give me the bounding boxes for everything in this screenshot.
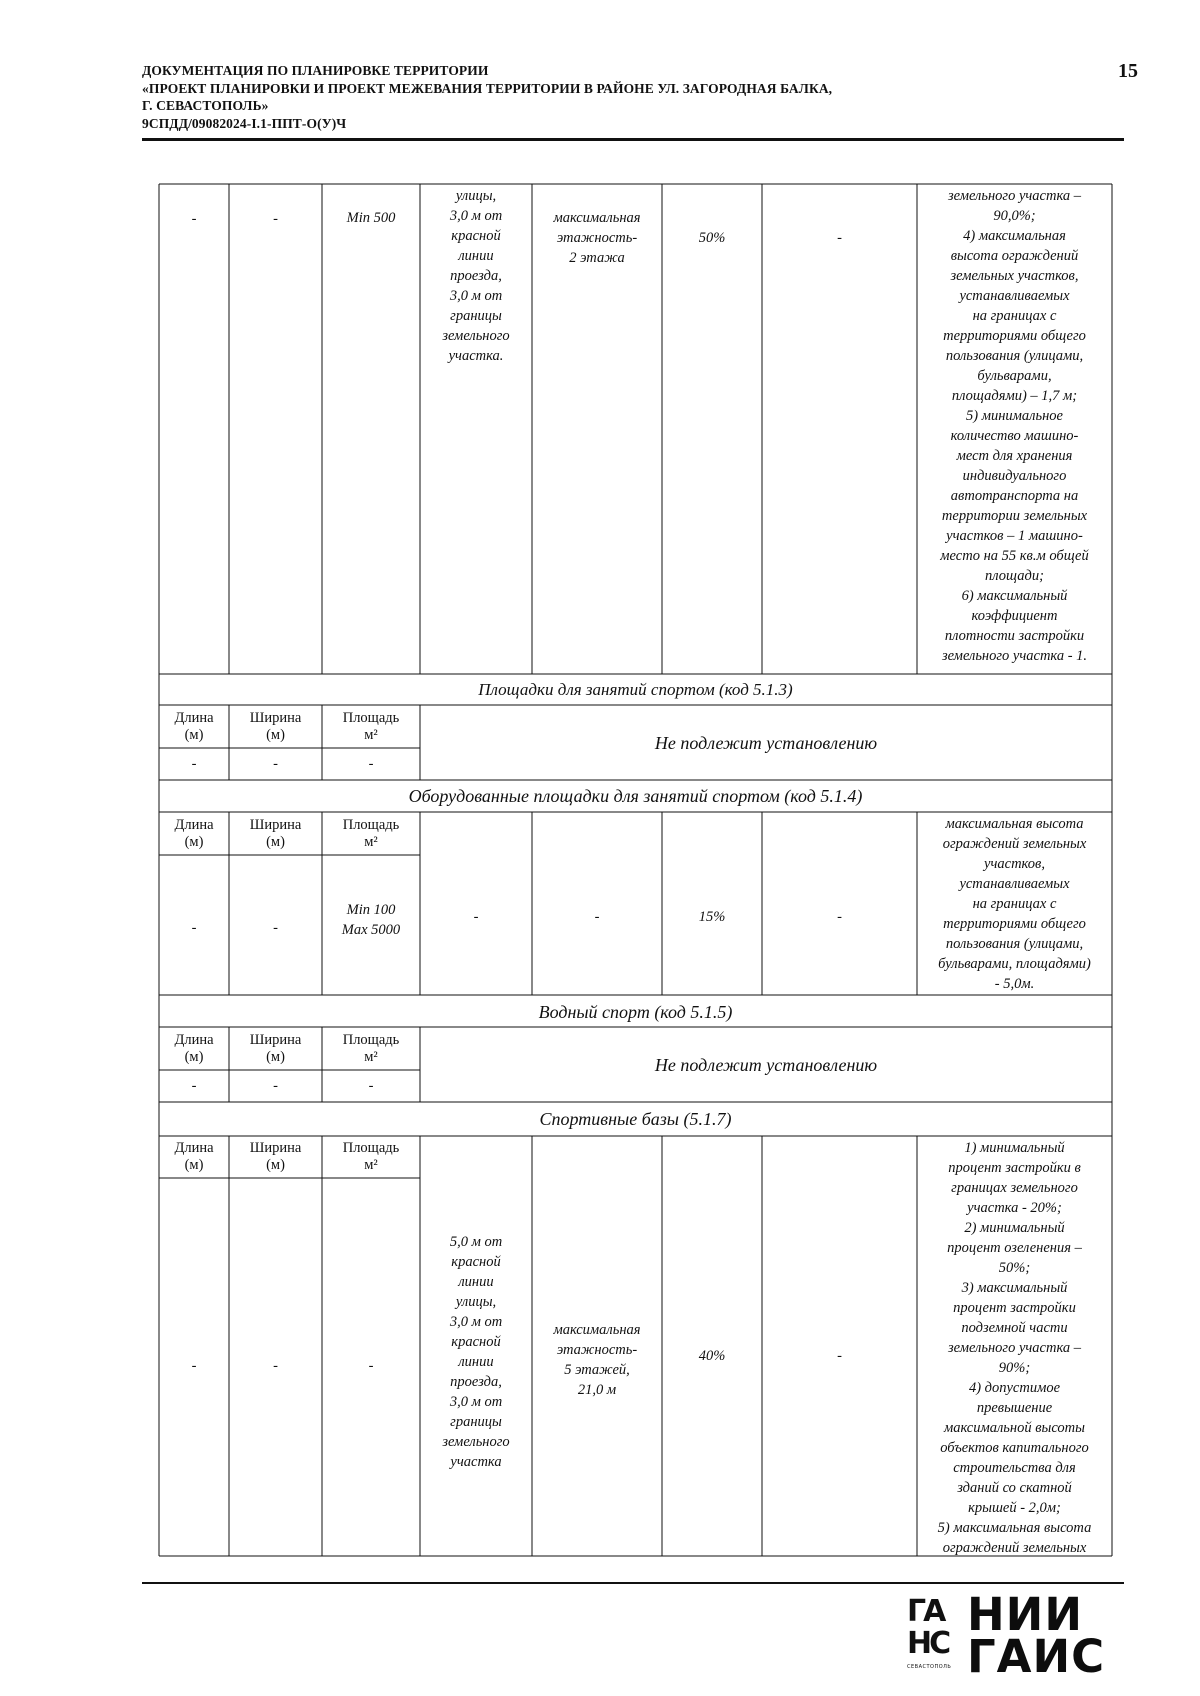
cell-line: земельных участков, <box>950 268 1079 284</box>
logo-mark-caption: СЕВАСТОПОЛЬ <box>907 1664 952 1670</box>
cell-line: количество машино- <box>950 428 1079 444</box>
col-width-514: Ширина (м) <box>249 817 302 850</box>
col-width-517: Ширина (м) <box>249 1140 302 1173</box>
cell-line: процент застройки в <box>948 1160 1081 1176</box>
cell-line: земельного участка - 1. <box>941 648 1088 664</box>
cell-line: территории земельных <box>941 508 1088 524</box>
cell-line: 2 этажа <box>569 250 625 266</box>
cell-line: участка. <box>448 348 504 364</box>
cell-line: высота ограждений <box>950 248 1079 264</box>
cell-line: проезда, <box>450 268 502 284</box>
cell-line: площади; <box>985 568 1044 584</box>
cell-line: мест для хранения <box>956 448 1073 464</box>
cell-line: территориями общего <box>943 916 1086 932</box>
cell-line: проезда, <box>450 1374 502 1390</box>
row1-last-dash: - <box>837 230 842 246</box>
cell-line: устанавливаемых <box>959 288 1070 304</box>
dash-513-width: - <box>273 756 278 772</box>
cell-line: Min 100 <box>346 902 396 918</box>
dash-514-last: - <box>837 909 842 925</box>
col-area-515: Площадь м² <box>342 1032 400 1065</box>
document-code: 9СПДД/09082024-I.1-ППТ-О(У)Ч <box>142 115 347 131</box>
cell-line: 3,0 м от <box>449 288 503 304</box>
cell-line: индивидуального <box>962 468 1067 484</box>
cell-line: максимальная <box>553 1322 641 1338</box>
cell-line: ограждений земельных <box>942 1540 1087 1556</box>
col-length-517: Длина (м) <box>174 1140 214 1173</box>
col-width-513: Ширина (м) <box>249 710 302 743</box>
cell-line: 5) максимальная высота <box>937 1520 1092 1536</box>
cell-line: 3,0 м от <box>449 208 503 224</box>
cell-line: на границах с <box>972 896 1057 912</box>
header-line-2: «ПРОЕКТ ПЛАНИРОВКИ И ПРОЕКТ МЕЖЕВАНИЯ ТЕРРИТОРИИ В РАЙОНЕ УЛ. ЗАГОРОДНАЯ БАЛКА, <box>142 80 833 96</box>
col-area-517: Площадь м² <box>342 1140 400 1173</box>
cell-line: 3,0 м от <box>449 1314 503 1330</box>
cell-line: земельного <box>442 1434 510 1450</box>
cell-line: улицы, <box>455 188 497 204</box>
section-title-515: Водный спорт (код 5.1.5) <box>538 1002 733 1022</box>
cell-line: земельного участка – <box>947 188 1081 204</box>
cell-line: максимальная высота <box>945 816 1084 832</box>
section-title-513: Площадки для занятий спортом (код 5.1.3) <box>478 680 793 699</box>
logo-mark <box>907 1596 961 1676</box>
cell-line: зданий со скатной <box>957 1480 1072 1496</box>
dash-517-area: - <box>368 1358 374 1374</box>
not-applicable-515: Не подлежит установлению <box>654 1055 878 1075</box>
cell-line: превышение <box>976 1400 1053 1416</box>
dash-513-area: - <box>368 756 374 772</box>
cell-line: 4) допустимое <box>968 1380 1061 1396</box>
cell-line: коэффициент <box>971 608 1058 624</box>
cell-line: процент озеленения – <box>947 1240 1082 1256</box>
dash-515-width: - <box>273 1078 278 1094</box>
cell-line: Max 5000 <box>341 922 401 938</box>
cell-line: бульварами, площадями) <box>938 956 1091 972</box>
logo-text-gais: ГАИС <box>967 1630 1106 1683</box>
header-line-1: ДОКУМЕНТАЦИЯ ПО ПЛАНИРОВКЕ ТЕРРИТОРИИ <box>142 63 489 78</box>
row1-notes <box>917 186 1112 666</box>
cell-line: земельного <box>442 328 510 344</box>
cell-line: границах земельного <box>951 1180 1078 1196</box>
cell-line: границы <box>450 1414 502 1430</box>
cell-line: линии <box>458 248 494 264</box>
cell-line: красной <box>451 1334 501 1350</box>
cell-line: 5) минимальное <box>966 408 1063 424</box>
cell-line: 3,0 м от <box>449 1394 503 1410</box>
cell-line: бульварами, <box>977 368 1052 384</box>
logo-text-nii: НИИ <box>967 1588 1083 1641</box>
cell-line: строительства для <box>953 1460 1076 1476</box>
percent-514: 15% <box>698 909 726 925</box>
cell-line: на границах с <box>972 308 1057 324</box>
not-applicable-513: Не подлежит установлению <box>654 733 878 753</box>
logo-mark-top: ГА <box>907 1594 944 1629</box>
cell-line: 6) максимальный <box>961 588 1068 604</box>
dash-514-width: - <box>273 920 278 936</box>
col-length-514: Длина (м) <box>174 817 214 850</box>
section-title-514: Оборудованные площадки для занятий спортом (код 5.1.4) <box>408 786 863 806</box>
cell-line: 90,0%; <box>993 208 1036 224</box>
col-area-514: Площадь м² <box>342 817 400 850</box>
cell-line: максимальная <box>553 210 641 226</box>
cell-line: 1) минимальный <box>964 1140 1065 1156</box>
col-length-513: Длина (м) <box>174 710 214 743</box>
cell-line: участка - 20%; <box>967 1200 1062 1216</box>
cell-line: 90%; <box>998 1360 1031 1376</box>
dash-517-last: - <box>837 1348 842 1364</box>
cell-line: плотности застройки <box>944 628 1085 644</box>
cell-line: 21,0 м <box>577 1382 617 1398</box>
cell-line: 5,0 м от <box>449 1234 503 1250</box>
cell-line: 3) максимальный <box>961 1280 1068 1296</box>
cell-line: объектов капитального <box>940 1440 1089 1456</box>
cell-line: красной <box>451 228 501 244</box>
dash-514-floors: - <box>594 909 600 925</box>
section-title-517: Спортивные базы (5.1.7) <box>539 1109 732 1129</box>
dash-513-length: - <box>191 756 197 772</box>
logo-mark-bottom: НС <box>907 1626 949 1661</box>
notes-517 <box>917 1138 1112 1558</box>
percent-517: 40% <box>698 1348 726 1364</box>
row1-area: Min 500 <box>346 210 396 226</box>
cell-line: этажность- <box>556 230 638 246</box>
cell-line: пользования (улицами, <box>945 936 1084 952</box>
cell-line: площадями) – 1,7 м; <box>951 388 1078 404</box>
cell-line: участков – 1 машино- <box>946 528 1083 544</box>
dash-515-length: - <box>191 1078 197 1094</box>
cell-line: пользования (улицами, <box>945 348 1084 364</box>
cell-line: 4) максимальная <box>963 228 1066 244</box>
row1-percent: 50% <box>698 230 726 246</box>
row1-length: - <box>191 211 197 227</box>
cell-line: красной <box>451 1254 501 1270</box>
row1-width: - <box>273 211 278 227</box>
cell-line: этажность- <box>556 1342 638 1358</box>
row1-floors <box>532 208 662 268</box>
cell-line: линии <box>458 1354 494 1370</box>
area-514 <box>322 900 420 940</box>
col-area-513: Площадь м² <box>342 710 400 743</box>
col-length-515: Длина (м) <box>174 1032 214 1065</box>
cell-line: границы <box>450 308 502 324</box>
cell-line: подземной части <box>961 1320 1068 1336</box>
row1-setbacks <box>420 186 532 366</box>
cell-line: линии <box>458 1274 494 1290</box>
cell-line: ограждений земельных <box>942 836 1087 852</box>
cell-line: 2) минимальный <box>964 1220 1065 1236</box>
cell-line: участка <box>450 1454 502 1470</box>
dash-514-setbacks: - <box>473 909 479 925</box>
floors-517 <box>532 1320 662 1400</box>
dash-517-length: - <box>191 1358 197 1374</box>
cell-line: участков, <box>984 856 1045 872</box>
cell-line: крышей - 2,0м; <box>968 1500 1061 1516</box>
cell-line: автотранспорта на <box>950 488 1079 504</box>
cell-line: улицы, <box>455 1294 497 1310</box>
cell-line: процент застройки <box>953 1300 1076 1316</box>
cell-line: земельного участка – <box>947 1340 1081 1356</box>
header-line-3: Г. СЕВАСТОПОЛЬ» <box>142 98 269 113</box>
cell-line: максимальной высоты <box>944 1420 1085 1436</box>
dash-517-width: - <box>273 1358 278 1374</box>
cell-line: устанавливаемых <box>959 876 1070 892</box>
notes-514 <box>917 814 1112 994</box>
setbacks-517 <box>420 1232 532 1472</box>
page-number: 15 <box>1118 60 1138 82</box>
cell-line: - 5,0м. <box>994 976 1035 992</box>
dash-514-length: - <box>191 920 197 936</box>
cell-line: территориями общего <box>943 328 1086 344</box>
cell-line: 50%; <box>998 1260 1031 1276</box>
col-width-515: Ширина (м) <box>249 1032 302 1065</box>
niigais-logo <box>905 1588 1125 1683</box>
cell-line: место на 55 кв.м общей <box>940 548 1089 564</box>
dash-515-area: - <box>368 1078 374 1094</box>
cell-line: 5 этажей, <box>564 1362 630 1378</box>
